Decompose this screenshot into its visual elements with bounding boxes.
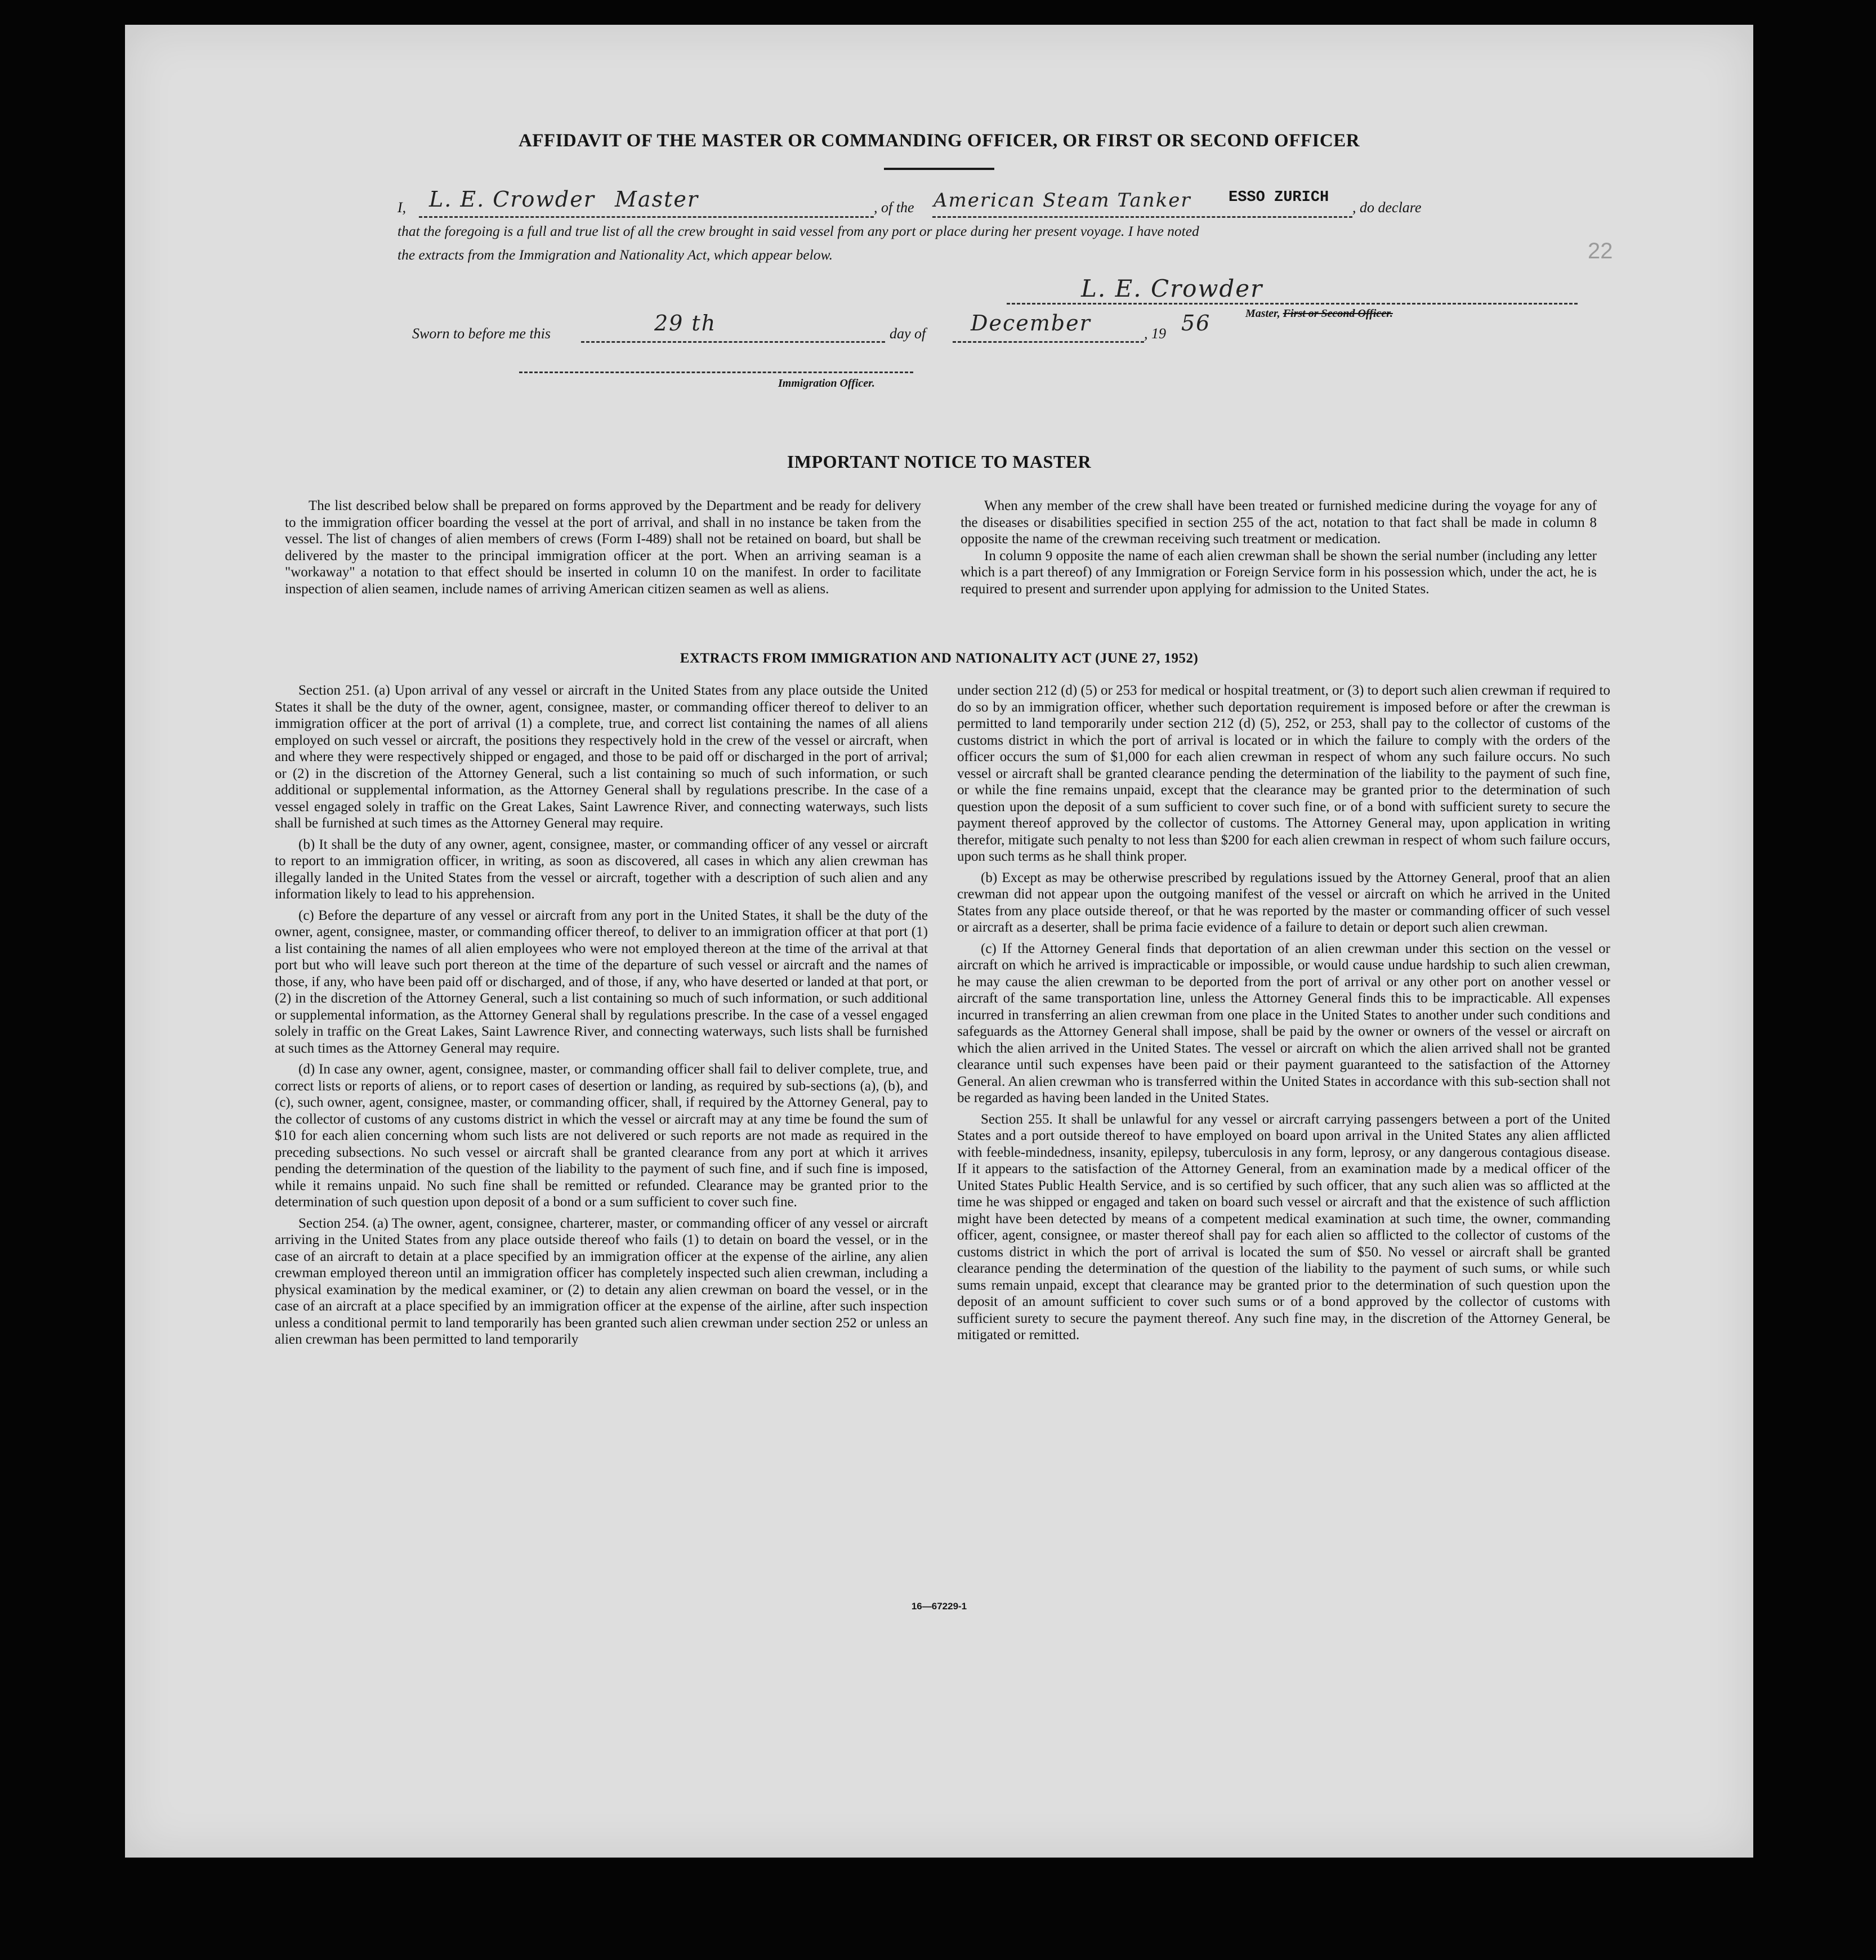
document-page xyxy=(125,25,1753,1858)
section-251-d: (d) In case any owner, agent, consignee, master, or commanding officer shall fail to deliver complete, true, and correct lists or reports of aliens, or to report cases of desertion or landing, as required by sub-sections (a), (b), and (c), such owner, agent, consignee, master, or commanding officer, shall, if required by the Attorney General, pay to the collector of customs of any customs district in which the vessel or aircraft may at any time be found the sum of $10 for each alien concerning whom such lists are not delivered or such reports are not made as required in the preceding subsections. No such vessel or aircraft shall be granted clearance from any port at which it arrives pending the determination of the question of the liability to the payment of such fine, and if such fine is imposed, while it remains unpaid. No such fine shall be remitted or refunded. Clearance may be granted prior to the determination of such question upon deposit of a bond or a sum sufficient to cover such fine. xyxy=(275,1062,928,1210)
extracts-right-column xyxy=(957,682,1610,1348)
extracts-left-column xyxy=(275,682,928,1353)
notice-left-text: The list described below shall be prepared on forms approved by the Department and be ready for delivery to the immigration officer boarding the vessel at the port of arrival, and shall in no instance be taken from the vessel. The list of changes of alien members of crews (Form I-489) shall not be retained on board, but shall be delivered by the master to the principal immigration officer at the port. When an arriving seaman is a "workaway" a notation to that effect should be inserted in column 10 on the manifest. In order to facilitate inspection of alien seamen, include names of arriving American citizen seamen as well as aliens. xyxy=(285,498,921,597)
vessel-field-line xyxy=(932,216,1352,218)
year-prefix: , 19 xyxy=(1144,325,1166,342)
do-declare-label: , do declare xyxy=(1352,199,1422,216)
title-underline xyxy=(884,168,994,170)
sworn-label: Sworn to before me this xyxy=(412,325,551,342)
of-the-label: , of the xyxy=(874,199,914,216)
section-254-a-cont: under section 212 (d) (5) or 253 for medical or hospital treatment, or (3) to deport such alien crewman if required to do so by an immigration officer, whether such deportation requirement is imposed before or after the crewman is permitted to land temporarily under section 212 (d) (5), 252, or 253, shall pay to the collector of customs of the customs district in which the port of arrival is located or in which the failure to comply with the orders of the officer occurs the sum of $1,000 for each alien crewman in respect of whom any such failure occurs. No such vessel or aircraft shall be granted clearance pending the determination of the liability to the payment of such fine, or while the fine remains unpaid, except that the clearance may be granted prior to the determination of such question upon the deposit of a sum sufficient to cover such fine, or of a bond with sufficient surety to secure the payment thereof approved by the collector of customs. The Attorney General may, upon application in writing therefor, mitigate such penalty to not less than $200 for each alien crewman in respect of whom such failure occurs, upon such terms as he shall think proper. xyxy=(957,683,1610,864)
sworn-month: December xyxy=(971,311,1091,335)
vessel-name: ESSO ZURICH xyxy=(1229,189,1329,206)
signature-caption: Master, First or Second Officer. xyxy=(1245,307,1393,320)
immigration-officer-label: Immigration Officer. xyxy=(778,377,875,390)
day-of-label: day of xyxy=(890,325,926,342)
form-number: 16—67229-1 xyxy=(911,1601,967,1612)
section-251-c: (c) Before the departure of any vessel or aircraft from any port in the United States, it shall be the duty of the owner, agent, consignee, master, or commanding officer thereof, to deliver to an immigration officer at that port (1) a list containing the names of all alien employees who were not employed thereon at the time of the arrival at that port but who will leave such port thereon at the time of the departure of such vessel or aircraft and the names of those, if any, who have been paid off or discharged, and of those, if any, who have deserted or landed at that port, or (2) in the discretion of the Attorney General, such a list containing so much of such information, or such additional or supplemental information, as the Attorney General shall by regulations prescribe. In the case of a vessel engaged solely in traffic on the Great Lakes, Saint Lawrence River, and connecting waterways, such lists shall be furnished at such times as the Attorney General may require. xyxy=(275,907,928,1056)
declaration-line-1: that the foregoing is a full and true list of all the crew brought in said vessel from any port or place during her present voyage. I have noted xyxy=(397,223,1199,239)
notice-right-p1: When any member of the crew shall have been treated or furnished medicine during the voyage for any of the diseases or disabilities specified in section 255 of the act, notation to that fact shall be made in column 8 opposite the name of the crewman receiving such treatment or medication. xyxy=(961,498,1597,547)
notice-right-column xyxy=(961,498,1597,602)
declaration-line-2: the extracts from the Immigration and Nationality Act, which appear below. xyxy=(397,247,833,263)
signer-rank: Master xyxy=(615,187,699,212)
section-254-a: Section 254. (a) The owner, agent, consignee, charterer, master, or commanding officer of any vessel or aircraft arriving in the United States from any place outside thereof who fails (1) to detain on board the vessel, or in the case of an aircraft to detain at a place specified by an immigration officer at the expense of the airline, any alien crewman employed thereon until an immigration officer has completely inspected such alien crewman, including a physical examination by the medical examiner, or (2) to detain any alien crewman on board the vessel, or in the case of an aircraft at a place specified by an immigration officer at the expense of the airline, after such inspection unless a conditional permit to land temporarily has been granted such alien crewman under section 252 or unless an alien crewman has been permitted to land temporarily xyxy=(275,1215,928,1347)
affidavit-title: AFFIDAVIT OF THE MASTER OR COMMANDING OFFICER, OR FIRST OR SECOND OFFICER xyxy=(518,131,1360,151)
section-254-b: (b) Except as may be otherwise prescribed by regulations issued by the Attorney General, proof that an alien crewman did not appear upon the outgoing manifest of the vessel or aircraft on which he arrived in the United States from any place outside thereof, or that he was reported by the master or commanding officer of such vessel or aircraft as a deserter, shall be prima facie evidence of a failure to detain or deport such alien crewman. xyxy=(957,870,1610,935)
signer-name: L. E. Crowder xyxy=(429,187,595,212)
month-field-line xyxy=(953,341,1144,343)
signature-line xyxy=(1007,303,1578,305)
vessel-type: American Steam Tanker xyxy=(933,189,1191,212)
section-251-a: Section 251. (a) Upon arrival of any vessel or aircraft in the United States from any place outside the United States it shall be the duty of the owner, agent, consignee, master, or commanding officer thereof to deliver to an immigration officer at the port of arrival (1) a complete, true, and correct list containing the names of all aliens employed on such vessel or aircraft, the positions they respectively hold in the crew of the vessel or aircraft, when and where they were respectively shipped or engaged, and those to be paid off or discharged in the port of arrival; or (2) in the discretion of the Attorney General, such a list containing so much of such information, or such additional or supplemental information, as the Attorney General shall by regulations prescribe. In the case of a vessel engaged solely in traffic on the Great Lakes, Saint Lawrence River, and connecting waterways, such lists shall be furnished at such times as the Attorney General may require. xyxy=(275,683,928,831)
notice-title: IMPORTANT NOTICE TO MASTER xyxy=(787,451,1092,472)
i-label: I, xyxy=(397,199,407,216)
day-field-line xyxy=(581,341,885,343)
sworn-year: 56 xyxy=(1181,311,1211,335)
immigration-officer-line xyxy=(519,372,913,373)
notice-left-column xyxy=(285,498,921,602)
section-251-b: (b) It shall be the duty of any owner, agent, consignee, master, or commanding officer of any vessel or aircraft to report to an immigration officer, in writing, as soon as discovered, all cases in which any alien crewman has illegally landed in the United States from the vessel or aircraft, together with a description of such alien and any information likely to lead to his apprehension. xyxy=(275,836,928,902)
name-field-line xyxy=(419,216,874,218)
master-signature: L. E. Crowder xyxy=(1081,275,1263,302)
section-255: Section 255. It shall be unlawful for any vessel or aircraft carrying passengers between a port of the United States and a port outside thereof to have employed on board upon arrival in the United States any alien afflicted with feeble-mindedness, insanity, epilepsy, tuberculosis in any form, leprosy, or any dangerous contagious disease. If it appears to the satisfaction of the Attorney General, from an examination made by a medical officer of the United States Public Health Service, and is so certified by such officer, that any such alien was so afflicted at the time he was shipped or engaged and taken on board such vessel or aircraft and that the existence of such affliction might have been detected by means of a competent medical examination at such time, the owner, commanding officer, agent, consignee, or master thereof shall pay for each alien so afflicted to the collector of customs of the customs district in which the port of arrival is located the sum of $50. No vessel or aircraft shall be granted clearance pending the determination of the question of the liability to the payment of such sums, or while such sums remain unpaid, except that clearance may be granted prior to the determination of such question upon the deposit of an amount sufficient to cover such sums or of a bond approved by the collector of customs with sufficient surety to secure the payment thereof. Any such fine may, in the discretion of the Attorney General, be mitigated or remitted. xyxy=(957,1111,1610,1343)
margin-number: 22 xyxy=(1588,239,1613,263)
section-254-c: (c) If the Attorney General finds that deportation of an alien crewman under this section on the vessel or aircraft on which he arrived is impracticable or impossible, or would cause undue hardship to such alien crewman, he may cause the alien crewman to be deported from the port of arrival or any other port on another vessel or aircraft of the same transportation line, unless the Attorney General finds this to be impracticable. All expenses incurred in transferring an alien crewman from one place in the United States to another under such conditions and safeguards as the Attorney General shall impose, shall be paid by the owner or owners of the vessel or aircraft on which the alien arrived in the United States. The vessel or aircraft on which the alien arrived shall not be granted clearance until such expenses have been paid or their payment guaranteed to the satisfaction of the Attorney General. An alien crewman who is transferred within the United States in accordance with this sub-section shall not be regarded as having been landed in the United States. xyxy=(957,941,1610,1106)
notice-right-p2: In column 9 opposite the name of each alien crewman shall be shown the serial number (including any letter which is a part thereof) of any Immigration or Foreign Service form in his possession which, under the act, he is required to present and surrender upon applying for admission to the United States. xyxy=(961,548,1597,597)
sworn-day: 29 th xyxy=(654,311,717,335)
extracts-title: EXTRACTS FROM IMMIGRATION AND NATIONALITY ACT (JUNE 27, 1952) xyxy=(680,651,1199,666)
